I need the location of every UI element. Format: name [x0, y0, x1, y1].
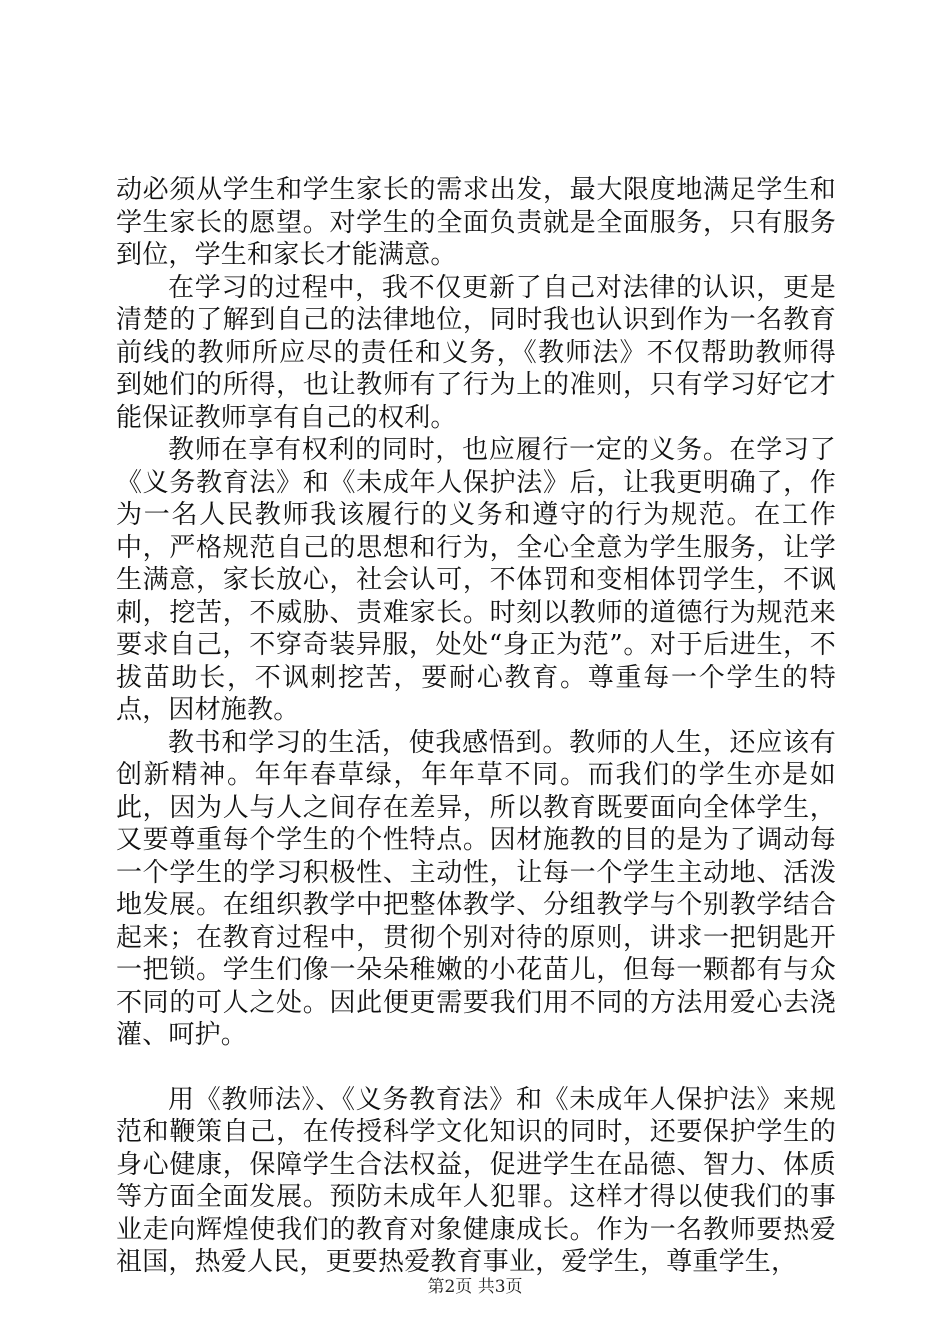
document-body — [116, 174, 836, 1279]
paragraph-1: 动必须从学生和学生家长的需求出发，最大限度地满足学生和学生家长的愿望。对学生的全面负责就是全面服务，只有服务到位，学生和家长才能满意。 — [116, 175, 836, 270]
paragraph-4: 教书和学习的生活，使我感悟到。教师的人生，还应该有创新精神。年年春草绿，年年草不同。而我们的学生亦是如此，因为人与人之间存在差异，所以教育既要面向全体学生，又要尊重每个学生的个性特点。因材施教的目的是为了调动每一个学生的学习积极性、主动性，让每一个学生主动地、活泼地发展。在组织教学中把整体教学、分组教学与个别教学结合起来；在教育过程中，贯彻个别对待的原则，讲求一把钥匙开一把锁。学生们像一朵朵稚嫩的小花苗儿，但每一颗都有与众不同的可人之处。因此便更需要我们用不同的方法用爱心去浇灌、呵护。 — [116, 727, 836, 1050]
page-footer — [0, 1272, 950, 1297]
paragraph-5: 用《教师法》、《义务教育法》和《未成年人保护法》来规范和鞭策自己，在传授科学文化知识的同时，还要保护学生的身心健康，保障学生合法权益，促进学生在品德、智力、体质等方面全面发展。预防未成年人犯罪。这样才得以使我们的事业走向辉煌使我们的教育对象健康成长。作为一名教师要热爱祖国，热爱人民，更要热爱教育事业，爱学生，尊重学生， — [116, 1084, 836, 1277]
paragraph-2: 在学习的过程中，我不仅更新了自己对法律的认识，更是清楚的了解到自己的法律地位，同时我也认识到作为一名教育前线的教师所应尽的责任和义务，《教师法》不仅帮助教师得到她们的所得，也让教师有了行为上的准则，只有学习好它才能保证教师享有自己的权利。 — [116, 272, 836, 433]
page-number: 第2页 共3页 — [427, 1277, 523, 1297]
paragraph-3: 教师在享有权利的同时，也应履行一定的义务。在学习了《义务教育法》和《未成年人保护法》后，让我更明确了，作为一名人民教师我该履行的义务和遵守的行为规范。在工作中，严格规范自己的思想和行为，全心全意为学生服务，让学生满意，家长放心，社会认可，不体罚和变相体罚学生，不讽刺，挖苦，不威胁、责难家长。时刻以教师的道德行为规范来要求自己，不穿奇装异服，处处“身正为范”。对于后进生，不拔苗助长，不讽刺挖苦，要耐心教育。尊重每一个学生的特点，因材施教。 — [116, 435, 836, 725]
